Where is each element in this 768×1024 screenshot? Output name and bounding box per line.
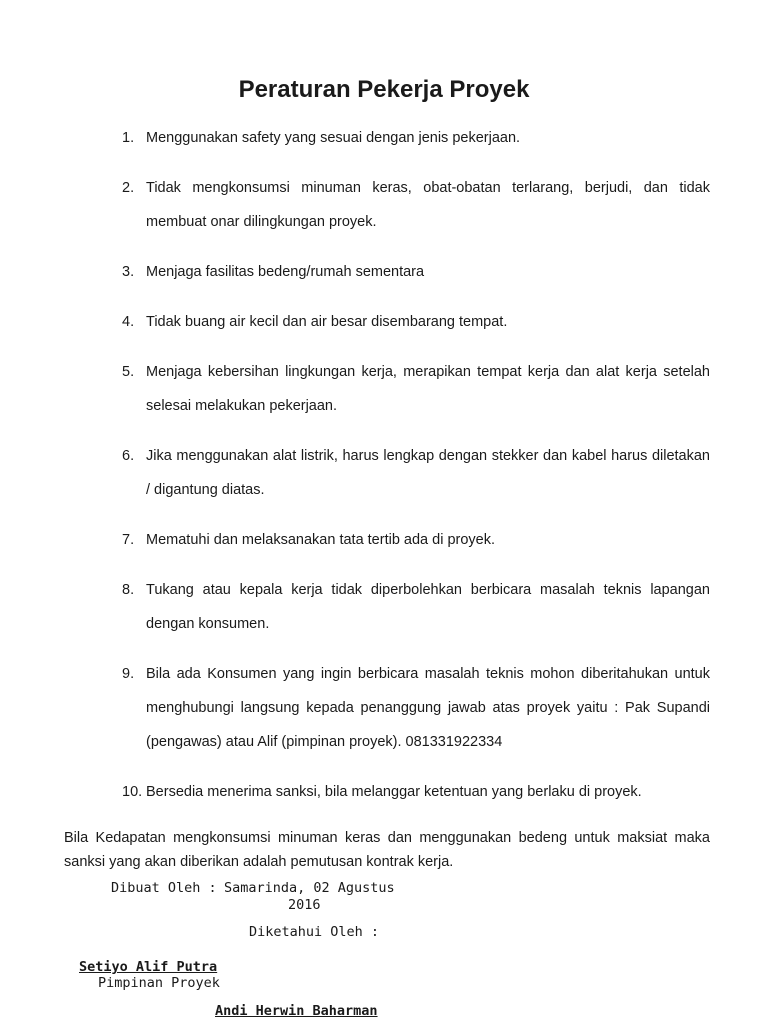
signatory-1-position-cell [98,975,220,991]
prepared-by-label: Dibuat Oleh : [111,880,217,896]
rule-number: 9. [122,666,135,682]
rule-text: Mematuhi dan melaksanakan tata tertib ada di proyek. [146,532,496,548]
signatory-1-name-cell [79,959,218,975]
rule-item-10 [122,775,710,809]
signatory-1-position: Pimpinan Proyek [98,975,220,991]
rule-item-1 [122,121,710,155]
rule-text: Tidak buang air kecil dan air besar disembarang tempat. [146,314,508,330]
rule-number: 4. [122,314,135,330]
rule-item-5 [122,355,710,423]
rule-item-6 [122,439,710,507]
rule-text: Tidak mengkonsumsi minuman keras, obat-obatan terlarang, berjudi, dan tidak membuat onar dilingkungan proyek. [146,180,710,230]
place-date: Samarinda, 02 Agustus [224,880,395,896]
signatory-2-name: Andi Herwin Baharman [215,1003,378,1019]
rule-item-3 [122,255,710,289]
date-year: 2016 [288,897,321,913]
rules-list [122,121,710,825]
rule-item-7 [122,523,710,557]
rule-number: 7. [122,532,135,548]
rule-number: 5. [122,364,135,380]
rule-item-8 [122,573,710,641]
signatory-1-name: Setiyo Alif Putra [79,959,218,975]
rule-text: Bila ada Konsumen yang ingin berbicara masalah teknis mohon diberitahukan untuk menghubungi langsung kepada penanggung jawab atas proyek yaitu : Pak Supandi (pengawas) atau Alif (pimpinan proyek). 081331922334 [146,666,710,750]
rule-text: Menjaga fasilitas bedeng/rumah sementara [146,264,425,280]
rule-number: 8. [122,582,135,598]
rule-text: Menjaga kebersihan lingkungan kerja, merapikan tempat kerja dan alat kerja setelah selesai melakukan pekerjaan. [146,364,710,414]
rule-item-9 [122,657,710,759]
rule-text: Bersedia menerima sanksi, bila melanggar ketentuan yang berlaku di proyek. [146,784,642,800]
rule-number: 3. [122,264,135,280]
rule-item-2 [122,171,710,239]
closing-paragraph: Bila Kedapatan mengkonsumsi minuman keras dan menggunakan bedeng untuk maksiat maka sanksi yang akan diberikan adalah pemutusan kontrak kerja. [64,830,710,870]
rule-text: Tukang atau kepala kerja tidak diperbolehkan berbicara masalah teknis lapangan dengan konsumen. [146,582,710,632]
rule-item-4 [122,305,710,339]
acknowledged-by-label: Diketahui Oleh : [249,924,380,940]
rule-text: Menggunakan safety yang sesuai dengan jenis pekerjaan. [146,130,521,146]
page-title: Peraturan Pekerja Proyek [238,76,530,103]
rule-number: 2. [122,180,135,196]
rule-text: Jika menggunakan alat listrik, harus lengkap dengan stekker dan kabel harus diletakan / digantung diatas. [146,448,710,498]
rule-number: 1. [122,130,135,146]
rule-number: 10. [122,784,143,800]
rule-number: 6. [122,448,135,464]
